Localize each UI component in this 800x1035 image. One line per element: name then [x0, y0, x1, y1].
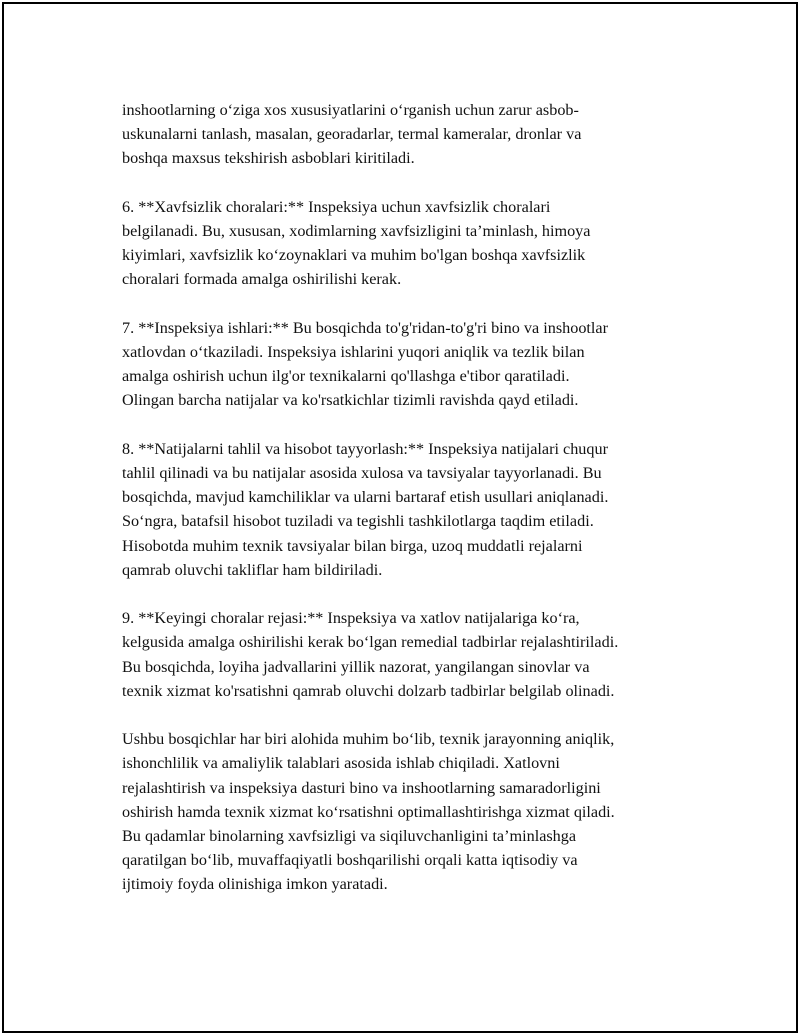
- paragraph-safety-measures: 6. **Xavfsizlik choralari:** Inspeksiya uchun xavfsizlik choralari belgilanadi. Bu, xususan, xodimlarning xavfsizligini ta’minlash, himoya kiyimlari, xavfsizlik ko‘zoynaklari va muhim bo'lgan boshqa xavfsizlik choralari formada amalga oshirilishi kerak.: [122, 197, 591, 289]
- paragraph-inspection-work: 7. **Inspeksiya ishlari:** Bu bosqichda to'g'ridan-to'g'ri bino va inshootlar xatlovdan o‘tkaziladi. Inspeksiya ishlarini yuqori aniqlik va tezlik bilan amalga oshirish uchun ilg'or texnikalarni qo'llashga e'tibor qaratiladi. Olingan barcha natijalar va ko'rsatkichlar tizimli ravishda qayd etiladi.: [122, 318, 608, 410]
- paragraph-equipment-continuation: inshootlarning o‘ziga xos xususiyatlarini o‘rganish uchun zarur asbob- uskunalarni tanlash, masalan, georadarlar, termal kameralar, dronlar va boshqa maxsus tekshirish asboblari kiritiladi.: [122, 101, 582, 168]
- paragraph-analysis-report: 8. **Natijalarni tahlil va hisobot tayyorlash:** Inspeksiya natijalari chuqur tahlil qilinadi va bu natijalar asosida xulosa va tavsiyalar tayyorlanadi. Bu bosqichda, mavjud kamchiliklar va ularni bartaraf etish usullari aniqlanadi. So‘ngra, batafsil hisobot tuziladi va tegishli tashkilotlarga taqdim etiladi. Hisobotda muhim texnik tavsiyalar bilan birga, uzoq muddatli rejalarni qamrab oluvchi takliflar ham bildiriladi.: [122, 439, 609, 579]
- page-frame: [2, 2, 798, 1033]
- paragraph-conclusion: Ushbu bosqichlar har biri alohida muhim bo‘lib, texnik jarayonning aniqlik, ishonchlilik va amaliylik talablari asosida ishlab chiqiladi. Xatlovni rejalashtirish va inspeksiya dasturi bino va inshootlarning samaradorligini oshirish hamda texnik xizmat ko‘rsatishni optimallashtirishga xizmat qiladi. Bu qadamlar binolarning xavfsizligi va siqiluvchanligini ta’minlashga qaratilgan bo‘lib, muvaffaqiyatli boshqarilishi orqali katta iqtisodiy va ijtimoiy foyda olinishiga imkon yaratadi.: [122, 730, 615, 894]
- document-body: [122, 98, 702, 897]
- paragraph-next-steps-plan: 9. **Keyingi choralar rejasi:** Inspeksiya va xatlov natijalariga ko‘ra, kelgusida amalga oshirilishi kerak bo‘lgan remedial tadbirlar rejalashtiriladi. Bu bosqichda, loyiha jadvallarini yillik nazorat, yangilangan sinovlar va texnik xizmat ko'rsatishni qamrab oluvchi dolzarb tadbirlar belgilab olinadi.: [122, 609, 619, 700]
